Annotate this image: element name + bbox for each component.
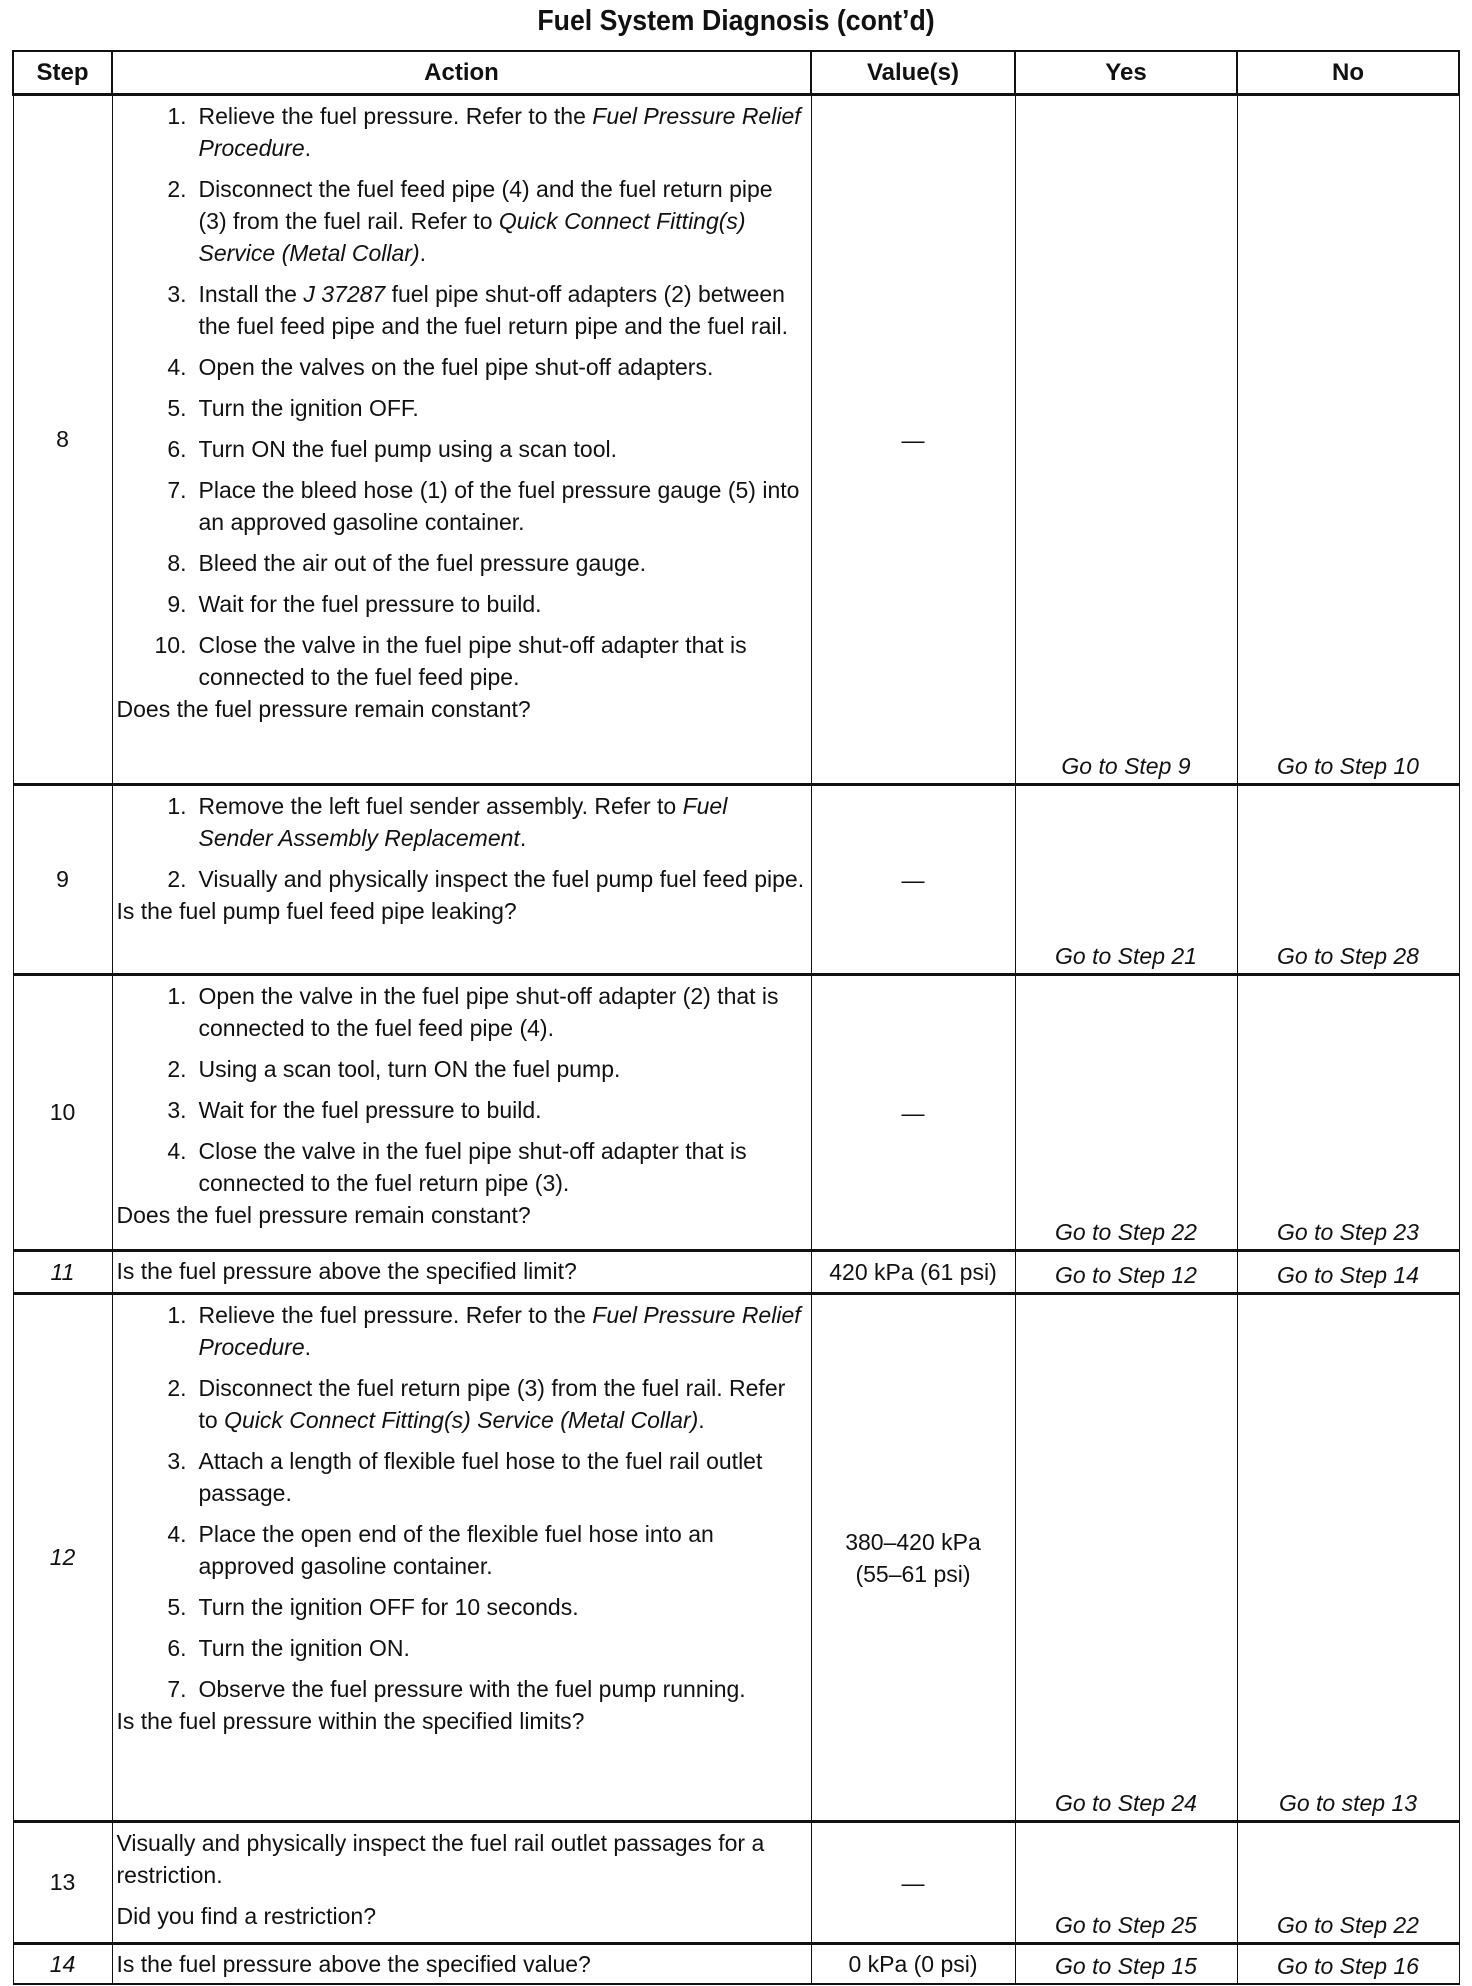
procedure-reference: Quick Connect Fitting(s) Service (Metal Collar) — [198, 208, 746, 266]
no-cell: Go to Step 28 — [1237, 785, 1459, 975]
list-item: 2. Disconnect the fuel return pipe (3) from the fuel rail. Refer to Quick Connect Fitting(s) Service (Metal Collar). — [167, 1375, 786, 1433]
table-row — [13, 1251, 1459, 1294]
question: Does the fuel pressure remain constant? — [116, 696, 531, 722]
step-number: 11 — [13, 1251, 112, 1294]
list-item: 8. Bleed the air out of the fuel pressure gauge. — [167, 550, 647, 576]
procedure-list — [117, 1299, 805, 1705]
header-action: Action — [112, 51, 811, 95]
table-row — [13, 95, 1459, 785]
list-item: 1. Relieve the fuel pressure. Refer to the Fuel Pressure Relief Procedure. — [167, 103, 801, 161]
list-item: 5. Turn the ignition OFF. — [167, 395, 419, 421]
yes-cell: Go to Step 21 — [1015, 785, 1237, 975]
value-range-psi: (55–61 psi) — [855, 1560, 971, 1587]
no-cell: Go to Step 10 — [1237, 95, 1459, 785]
header-values: Value(s) — [811, 51, 1015, 95]
header-row — [13, 51, 1459, 95]
question: Does the fuel pressure remain constant? — [116, 1202, 531, 1228]
list-item: 3. Wait for the fuel pressure to build. — [167, 1097, 542, 1123]
list-item: 3. Install the J 37287 fuel pipe shut-off adapters (2) between the fuel feed pipe and the fuel return pipe and the fuel rail. — [167, 281, 788, 339]
list-item: 2. Disconnect the fuel feed pipe (4) and the fuel return pipe (3) from the fuel rail. Refer to Quick Connect Fitting(s) Service (Metal Collar). — [167, 176, 773, 266]
no-cell: Go to step 13 — [1237, 1294, 1459, 1822]
table-row — [13, 1822, 1459, 1944]
step-number: 12 — [13, 1294, 112, 1822]
action-cell — [112, 1251, 811, 1294]
step-number: 8 — [13, 95, 112, 785]
header-yes: Yes — [1015, 51, 1237, 95]
value-cell: — — [811, 975, 1015, 1251]
list-item: 7. Place the bleed hose (1) of the fuel pressure gauge (5) into an approved gasoline container. — [167, 477, 800, 535]
table-row — [13, 1944, 1459, 1985]
list-item: 2. Visually and physically inspect the fuel pump fuel feed pipe. — [167, 866, 805, 892]
list-item: 3. Attach a length of flexible fuel hose to the fuel rail outlet passage. — [167, 1448, 763, 1506]
list-item: 2. Using a scan tool, turn ON the fuel pump. — [167, 1056, 621, 1082]
value-cell: — — [811, 95, 1015, 785]
yes-cell: Go to Step 25 — [1015, 1822, 1237, 1944]
list-item: 6. Turn the ignition ON. — [167, 1635, 410, 1661]
question: Did you find a restriction? — [116, 1903, 377, 1929]
table-row — [13, 975, 1459, 1251]
action-cell — [112, 1294, 811, 1822]
yes-cell: Go to Step 22 — [1015, 975, 1237, 1251]
list-item: 7. Observe the fuel pressure with the fuel pump running. — [167, 1676, 746, 1702]
step-number: 9 — [13, 785, 112, 975]
question: Is the fuel pressure above the specified value? — [116, 1951, 591, 1977]
procedure-reference: Fuel Pressure Relief Procedure — [198, 103, 801, 161]
step-number: 13 — [13, 1822, 112, 1944]
step-number: 10 — [13, 975, 112, 1251]
table-row — [13, 1294, 1459, 1822]
yes-cell: Go to Step 15 — [1015, 1944, 1237, 1985]
list-item: 4. Place the open end of the flexible fuel hose into an approved gasoline container. — [167, 1521, 714, 1579]
procedure-list — [117, 980, 805, 1199]
value-cell: — — [811, 1822, 1015, 1944]
procedure-reference: Quick Connect Fitting(s) Service (Metal Collar) — [224, 1407, 699, 1433]
list-item: 4. Open the valves on the fuel pipe shut-off adapters. — [167, 354, 714, 380]
action-cell — [112, 975, 811, 1251]
list-item: 1. Remove the left fuel sender assembly. Refer to Fuel Sender Assembly Replacement. — [167, 793, 728, 851]
list-item: 6. Turn ON the fuel pump using a scan tool. — [167, 436, 617, 462]
question: Is the fuel pressure above the specified limit? — [116, 1258, 577, 1284]
question: Is the fuel pump fuel feed pipe leaking? — [116, 898, 517, 924]
yes-cell: Go to Step 9 — [1015, 95, 1237, 785]
list-item: 1. Open the valve in the fuel pipe shut-off adapter (2) that is connected to the fuel feed pipe (4). — [167, 983, 779, 1041]
table-row — [13, 785, 1459, 975]
step-number: 14 — [13, 1944, 112, 1985]
yes-cell: Go to Step 12 — [1015, 1251, 1237, 1294]
diagnosis-table — [12, 50, 1460, 1985]
value-cell: 0 kPa (0 psi) — [811, 1944, 1015, 1985]
list-item: 5. Turn the ignition OFF for 10 seconds. — [167, 1594, 579, 1620]
question: Is the fuel pressure within the specified limits? — [116, 1708, 585, 1734]
value-cell: — — [811, 785, 1015, 975]
no-cell: Go to Step 14 — [1237, 1251, 1459, 1294]
value-cell: 420 kPa (61 psi) — [811, 1251, 1015, 1294]
action-cell — [112, 785, 811, 975]
list-item: 9. Wait for the fuel pressure to build. — [167, 591, 542, 617]
procedure-reference: Fuel Pressure Relief Procedure — [198, 1302, 801, 1360]
yes-cell: Go to Step 24 — [1015, 1294, 1237, 1822]
no-cell: Go to Step 16 — [1237, 1944, 1459, 1985]
instruction-text: Visually and physically inspect the fuel rail outlet passages for a restriction. — [116, 1830, 765, 1888]
list-item: 10. Close the valve in the fuel pipe shut-off adapter that is connected to the fuel feed pipe. — [154, 632, 747, 690]
action-cell — [112, 1822, 811, 1944]
tool-reference: J 37287 — [303, 281, 386, 307]
header-step: Step — [13, 51, 112, 95]
value-cell — [811, 1294, 1015, 1822]
procedure-reference: Fuel Sender Assembly Replacement — [198, 793, 728, 851]
value-range: 380–420 kPa — [845, 1528, 981, 1555]
action-cell — [112, 1944, 811, 1985]
no-cell: Go to Step 23 — [1237, 975, 1459, 1251]
list-item: 1. Relieve the fuel pressure. Refer to the Fuel Pressure Relief Procedure. — [167, 1302, 801, 1360]
header-no: No — [1237, 51, 1459, 95]
procedure-list — [117, 100, 805, 693]
list-item: 4. Close the valve in the fuel pipe shut-off adapter that is connected to the fuel return pipe (3). — [167, 1138, 747, 1196]
no-cell: Go to Step 22 — [1237, 1822, 1459, 1944]
page-title: Fuel System Diagnosis (cont’d) — [537, 5, 935, 37]
action-cell — [112, 95, 811, 785]
procedure-list — [117, 790, 805, 895]
